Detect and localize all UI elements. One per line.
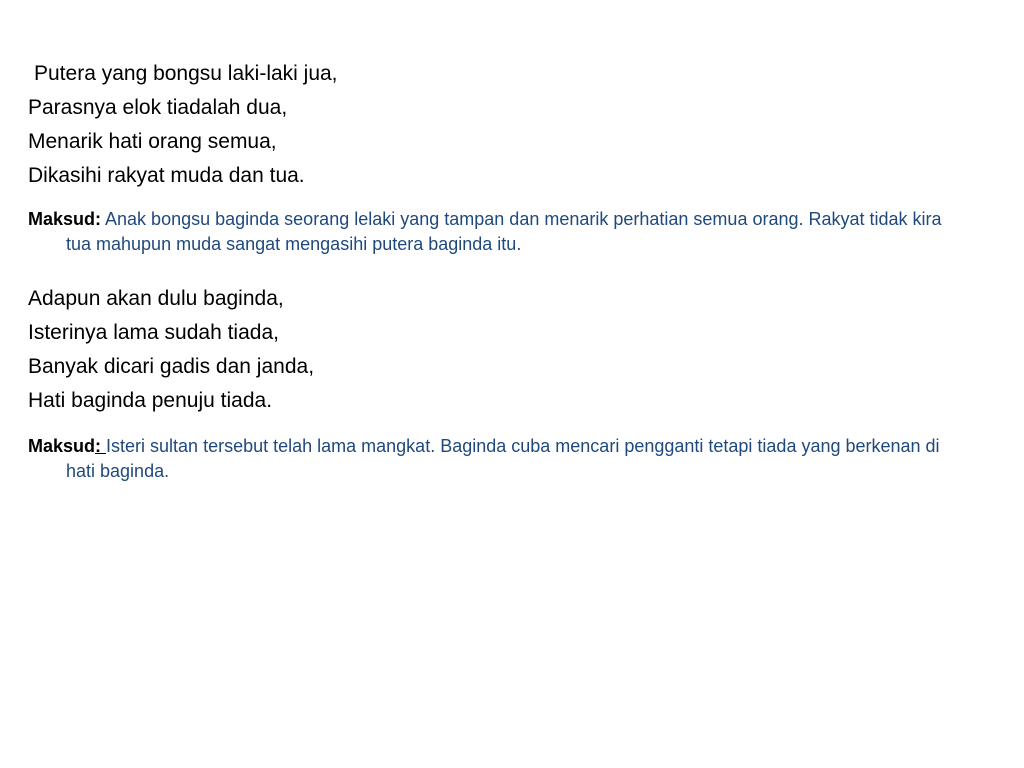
stanza-line: Isterinya lama sudah tiada, (28, 321, 279, 344)
meaning-label: Maksud: (28, 209, 102, 229)
meaning-label-colon: : (95, 436, 107, 456)
meaning-text: Anak bongsu baginda seorang lelaki yang tampan dan menarik perhatian semua orang. Rakyat tidak kira tua mahupun muda sangat mengasihi putera baginda itu. (66, 209, 942, 254)
meaning-paragraph-1 (28, 207, 966, 257)
meaning-text: Isteri sultan tersebut telah lama mangkat. Baginda cuba mencari pengganti tetapi tiada yang berkenan di hati baginda. (66, 436, 940, 481)
slide-content (28, 57, 968, 484)
meaning-label-word: Maksud (28, 436, 96, 456)
stanza-line: Parasnya elok tiadalah dua, (28, 96, 288, 119)
stanza-1 (28, 57, 968, 193)
meaning-paragraph-2 (28, 434, 966, 484)
stanza-2 (28, 282, 968, 418)
stanza-line: Putera yang bongsu laki-laki jua, (34, 62, 338, 85)
stanza-line: Banyak dicari gadis dan janda, (28, 355, 315, 378)
stanza-line: Adapun akan dulu baginda, (28, 287, 284, 310)
stanza-line: Dikasihi rakyat muda dan tua. (28, 164, 305, 187)
stanza-line: Hati baginda penuju tiada. (28, 389, 273, 412)
meaning-label (28, 436, 106, 456)
stanza-line: Menarik hati orang semua, (28, 130, 277, 153)
